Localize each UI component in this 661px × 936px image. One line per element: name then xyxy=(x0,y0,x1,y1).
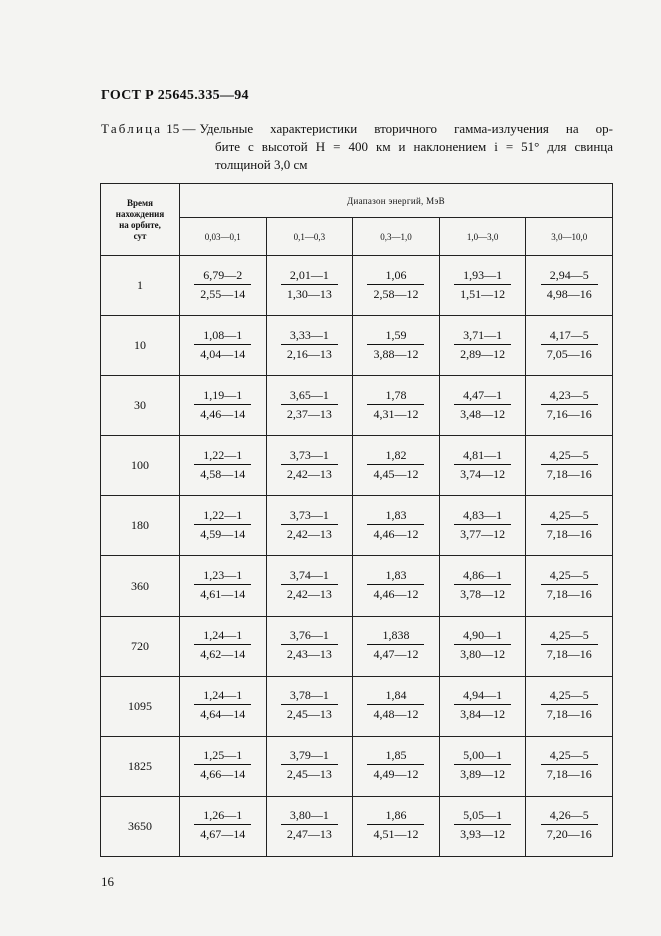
denominator: 3,78—12 xyxy=(460,587,506,602)
fraction-value xyxy=(281,629,338,661)
fraction-value xyxy=(367,449,424,481)
energy-range-header: Диапазон энергий, МэВ xyxy=(180,184,613,218)
fraction-value xyxy=(541,749,598,781)
value-cell xyxy=(180,256,267,316)
numerator: 3,76—1 xyxy=(281,629,338,645)
denominator: 4,58—14 xyxy=(200,466,246,481)
fraction-value xyxy=(194,449,251,481)
fraction-value xyxy=(454,509,511,541)
value-cell xyxy=(439,256,526,316)
numerator: 1,06 xyxy=(367,269,424,285)
range-header: 0,1—0,3 xyxy=(266,218,353,256)
fraction-value xyxy=(541,809,598,841)
fraction-value xyxy=(194,569,251,601)
table-row xyxy=(101,676,613,736)
table-row xyxy=(101,256,613,316)
value-cell xyxy=(526,796,613,856)
value-cell xyxy=(439,796,526,856)
table-row xyxy=(101,316,613,376)
denominator: 7,20—16 xyxy=(546,827,592,842)
range-header: 0,3—1,0 xyxy=(353,218,440,256)
numerator: 2,01—1 xyxy=(281,269,338,285)
denominator: 1,30—13 xyxy=(286,286,332,301)
numerator: 1,26—1 xyxy=(194,809,251,825)
numerator: 3,73—1 xyxy=(281,449,338,465)
numerator: 4,25—5 xyxy=(541,449,598,465)
value-cell xyxy=(526,436,613,496)
range-header: 3,0—10,0 xyxy=(526,218,613,256)
table-row xyxy=(101,376,613,436)
table-row xyxy=(101,736,613,796)
range-header: 1,0—3,0 xyxy=(439,218,526,256)
numerator: 1,59 xyxy=(367,329,424,345)
value-cell xyxy=(180,796,267,856)
denominator: 4,47—12 xyxy=(373,647,419,662)
denominator: 4,64—14 xyxy=(200,707,246,722)
denominator: 7,18—16 xyxy=(546,587,592,602)
numerator: 3,74—1 xyxy=(281,569,338,585)
value-cell xyxy=(266,676,353,736)
fraction-value xyxy=(194,329,251,361)
numerator: 4,25—5 xyxy=(541,689,598,705)
fraction-value xyxy=(367,569,424,601)
denominator: 3,89—12 xyxy=(460,767,506,782)
fraction-value xyxy=(281,329,338,361)
numerator: 4,23—5 xyxy=(541,389,598,405)
data-table xyxy=(100,183,613,857)
fraction-value xyxy=(194,389,251,421)
denominator: 3,84—12 xyxy=(460,707,506,722)
numerator: 3,33—1 xyxy=(281,329,338,345)
denominator: 2,45—13 xyxy=(286,707,332,722)
denominator: 2,37—13 xyxy=(286,406,332,421)
fraction-value xyxy=(454,629,511,661)
denominator: 4,04—14 xyxy=(200,346,246,361)
value-cell xyxy=(526,316,613,376)
fraction-value xyxy=(367,629,424,661)
numerator: 4,47—1 xyxy=(454,389,511,405)
numerator: 1,24—1 xyxy=(194,689,251,705)
value-cell xyxy=(526,376,613,436)
numerator: 1,82 xyxy=(367,449,424,465)
value-cell xyxy=(180,556,267,616)
numerator: 4,26—5 xyxy=(541,809,598,825)
numerator: 4,25—5 xyxy=(541,569,598,585)
denominator: 7,18—16 xyxy=(546,707,592,722)
fraction-value xyxy=(281,749,338,781)
value-cell xyxy=(526,616,613,676)
numerator: 1,22—1 xyxy=(194,449,251,465)
denominator: 3,48—12 xyxy=(460,406,506,421)
denominator: 4,62—14 xyxy=(200,647,246,662)
denominator: 7,05—16 xyxy=(546,346,592,361)
value-cell xyxy=(526,556,613,616)
numerator: 4,25—5 xyxy=(541,749,598,765)
value-cell xyxy=(180,496,267,556)
fraction-value xyxy=(194,749,251,781)
numerator: 1,83 xyxy=(367,509,424,525)
numerator: 3,78—1 xyxy=(281,689,338,705)
numerator: 1,85 xyxy=(367,749,424,765)
value-cell xyxy=(439,556,526,616)
table-row xyxy=(101,436,613,496)
denominator: 4,46—14 xyxy=(200,406,246,421)
fraction-value xyxy=(194,629,251,661)
numerator: 1,19—1 xyxy=(194,389,251,405)
value-cell xyxy=(353,376,440,436)
caption-word: Таблица xyxy=(101,121,163,136)
caption-line-3: толщиной 3,0 см xyxy=(215,157,308,172)
denominator: 3,80—12 xyxy=(460,647,506,662)
value-cell xyxy=(439,376,526,436)
range-header: 0,03—0,1 xyxy=(180,218,267,256)
value-cell xyxy=(266,436,353,496)
value-cell xyxy=(353,676,440,736)
fraction-value xyxy=(367,809,424,841)
value-cell xyxy=(353,556,440,616)
denominator: 4,59—14 xyxy=(200,526,246,541)
time-cell: 3650 xyxy=(101,796,180,856)
numerator: 3,80—1 xyxy=(281,809,338,825)
numerator: 1,24—1 xyxy=(194,629,251,645)
numerator: 1,93—1 xyxy=(454,269,511,285)
fraction-value xyxy=(454,269,511,301)
denominator: 4,51—12 xyxy=(373,827,419,842)
denominator: 7,18—16 xyxy=(546,767,592,782)
fraction-value xyxy=(194,509,251,541)
value-cell xyxy=(526,676,613,736)
time-header xyxy=(101,184,180,256)
value-cell xyxy=(353,496,440,556)
caption-line-2: бите с высотой H = 400 км и наклонением i = 51° для свинца xyxy=(215,139,613,154)
value-cell xyxy=(439,316,526,376)
denominator: 7,18—16 xyxy=(546,526,592,541)
value-cell xyxy=(526,256,613,316)
numerator: 1,84 xyxy=(367,689,424,705)
denominator: 3,88—12 xyxy=(373,346,419,361)
table-row xyxy=(101,796,613,856)
fraction-value xyxy=(541,569,598,601)
value-cell xyxy=(180,676,267,736)
denominator: 7,18—16 xyxy=(546,647,592,662)
denominator: 3,77—12 xyxy=(460,526,506,541)
numerator: 4,25—5 xyxy=(541,509,598,525)
denominator: 2,45—13 xyxy=(286,767,332,782)
fraction-value xyxy=(454,389,511,421)
fraction-value xyxy=(367,689,424,721)
value-cell xyxy=(439,496,526,556)
fraction-value xyxy=(367,389,424,421)
numerator: 1,86 xyxy=(367,809,424,825)
fraction-value xyxy=(194,689,251,721)
denominator: 4,45—12 xyxy=(373,466,419,481)
value-cell xyxy=(266,796,353,856)
value-cell xyxy=(266,556,353,616)
fraction-value xyxy=(454,569,511,601)
time-cell: 1 xyxy=(101,256,180,316)
fraction-value xyxy=(541,629,598,661)
value-cell xyxy=(266,316,353,376)
time-cell: 30 xyxy=(101,376,180,436)
numerator: 5,05—1 xyxy=(454,809,511,825)
denominator: 2,42—13 xyxy=(286,526,332,541)
numerator: 4,94—1 xyxy=(454,689,511,705)
time-cell: 720 xyxy=(101,616,180,676)
value-cell xyxy=(353,256,440,316)
fraction-value xyxy=(281,809,338,841)
value-cell xyxy=(439,616,526,676)
fraction-value xyxy=(194,269,251,301)
value-cell xyxy=(180,436,267,496)
numerator: 4,81—1 xyxy=(454,449,511,465)
denominator: 2,55—14 xyxy=(200,286,246,301)
value-cell xyxy=(180,316,267,376)
numerator: 4,83—1 xyxy=(454,509,511,525)
value-cell xyxy=(266,256,353,316)
value-cell xyxy=(180,736,267,796)
numerator: 6,79—2 xyxy=(194,269,251,285)
document-header: ГОСТ Р 25645.335—94 xyxy=(101,88,249,103)
time-cell: 1095 xyxy=(101,676,180,736)
fraction-value xyxy=(454,689,511,721)
denominator: 4,46—12 xyxy=(373,526,419,541)
fraction-value xyxy=(281,269,338,301)
fraction-value xyxy=(454,329,511,361)
fraction-value xyxy=(541,689,598,721)
numerator: 4,90—1 xyxy=(454,629,511,645)
numerator: 1,83 xyxy=(367,569,424,585)
fraction-value xyxy=(367,749,424,781)
denominator: 4,98—16 xyxy=(546,286,592,301)
denominator: 4,67—14 xyxy=(200,827,246,842)
time-cell: 360 xyxy=(101,556,180,616)
fraction-value xyxy=(281,569,338,601)
denominator: 2,47—13 xyxy=(286,827,332,842)
value-cell xyxy=(266,736,353,796)
fraction-value xyxy=(454,809,511,841)
value-cell xyxy=(353,436,440,496)
numerator: 2,94—5 xyxy=(541,269,598,285)
denominator: 4,48—12 xyxy=(373,707,419,722)
fraction-value xyxy=(281,689,338,721)
denominator: 1,51—12 xyxy=(460,286,506,301)
numerator: 1,838 xyxy=(367,629,424,645)
page-number: 16 xyxy=(101,874,114,889)
numerator: 3,73—1 xyxy=(281,509,338,525)
fraction-value xyxy=(454,449,511,481)
table-row xyxy=(101,556,613,616)
numerator: 3,65—1 xyxy=(281,389,338,405)
numerator: 1,22—1 xyxy=(194,509,251,525)
time-cell: 100 xyxy=(101,436,180,496)
fraction-value xyxy=(367,269,424,301)
value-cell xyxy=(266,496,353,556)
denominator: 2,42—13 xyxy=(286,587,332,602)
numerator: 1,08—1 xyxy=(194,329,251,345)
numerator: 3,79—1 xyxy=(281,749,338,765)
denominator: 7,16—16 xyxy=(546,406,592,421)
value-cell xyxy=(439,436,526,496)
time-cell: 180 xyxy=(101,496,180,556)
fraction-value xyxy=(541,449,598,481)
denominator: 3,74—12 xyxy=(460,466,506,481)
numerator: 4,86—1 xyxy=(454,569,511,585)
time-header-line: сут xyxy=(133,230,147,241)
value-cell xyxy=(526,736,613,796)
value-cell xyxy=(353,316,440,376)
denominator: 4,66—14 xyxy=(200,767,246,782)
denominator: 2,89—12 xyxy=(460,346,506,361)
numerator: 4,17—5 xyxy=(541,329,598,345)
value-cell xyxy=(353,736,440,796)
numerator: 4,25—5 xyxy=(541,629,598,645)
table-row xyxy=(101,616,613,676)
denominator: 3,93—12 xyxy=(460,827,506,842)
denominator: 4,61—14 xyxy=(200,587,246,602)
fraction-value xyxy=(367,329,424,361)
numerator: 1,25—1 xyxy=(194,749,251,765)
time-header-line: нахождения xyxy=(115,208,165,219)
time-header-line: на орбите, xyxy=(119,219,161,230)
fraction-value xyxy=(281,509,338,541)
caption-line-1: Удельные характеристики вторичного гамма-излучения на ор- xyxy=(199,121,613,136)
value-cell xyxy=(266,376,353,436)
table-caption xyxy=(101,120,613,174)
value-cell xyxy=(180,616,267,676)
value-cell xyxy=(266,616,353,676)
fraction-value xyxy=(541,329,598,361)
fraction-value xyxy=(281,449,338,481)
fraction-value xyxy=(541,389,598,421)
numerator: 1,78 xyxy=(367,389,424,405)
value-cell xyxy=(439,676,526,736)
table-row xyxy=(101,496,613,556)
table-body xyxy=(101,256,613,857)
denominator: 2,43—13 xyxy=(286,647,332,662)
denominator: 4,31—12 xyxy=(373,406,419,421)
time-cell: 1825 xyxy=(101,736,180,796)
denominator: 2,42—13 xyxy=(286,466,332,481)
value-cell xyxy=(353,796,440,856)
denominator: 7,18—16 xyxy=(546,466,592,481)
denominator: 2,16—13 xyxy=(286,346,332,361)
time-cell: 10 xyxy=(101,316,180,376)
denominator: 4,46—12 xyxy=(373,587,419,602)
numerator: 1,23—1 xyxy=(194,569,251,585)
fraction-value xyxy=(541,269,598,301)
fraction-value xyxy=(281,389,338,421)
fraction-value xyxy=(367,509,424,541)
value-cell xyxy=(180,376,267,436)
caption-number: 15 — xyxy=(166,121,196,136)
time-header-line: Время xyxy=(126,197,153,208)
value-cell xyxy=(439,736,526,796)
fraction-value xyxy=(194,809,251,841)
fraction-value xyxy=(541,509,598,541)
numerator: 3,71—1 xyxy=(454,329,511,345)
value-cell xyxy=(526,496,613,556)
numerator: 5,00—1 xyxy=(454,749,511,765)
denominator: 2,58—12 xyxy=(373,286,419,301)
denominator: 4,49—12 xyxy=(373,767,419,782)
fraction-value xyxy=(454,749,511,781)
value-cell xyxy=(353,616,440,676)
